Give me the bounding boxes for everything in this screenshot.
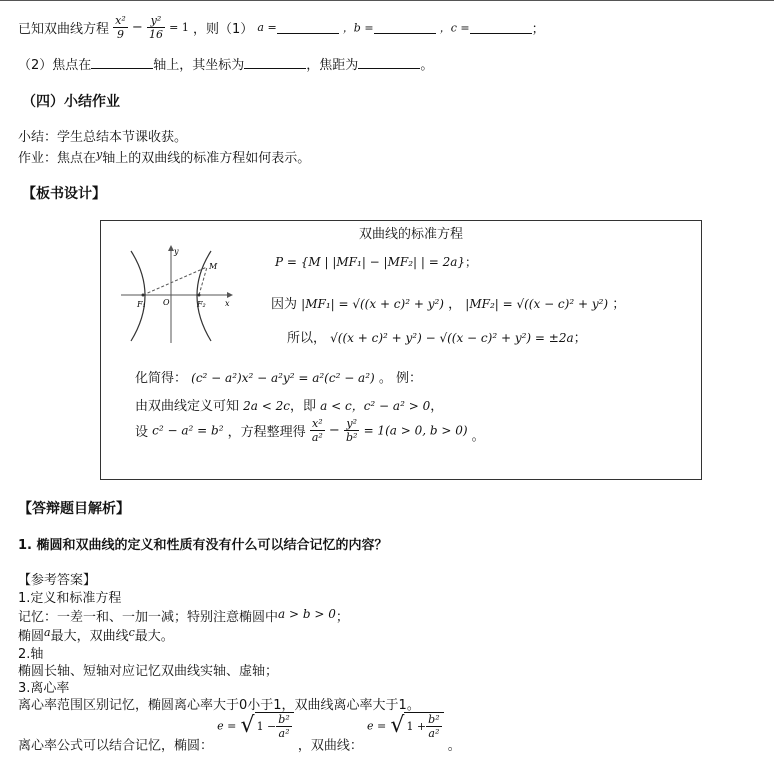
board-box	[100, 220, 702, 480]
def-ineq: 2a < 2c	[243, 399, 290, 413]
ellipse-radical-icon: √	[240, 713, 255, 738]
semicolon: ；	[531, 22, 545, 37]
let-eq: c² − a² = b²	[152, 423, 224, 438]
hyperbola-radical-icon: √	[390, 713, 405, 738]
then-label: ，则（1）	[192, 22, 254, 37]
hyperbola-figure	[119, 243, 239, 348]
board-title: 双曲线的标准方程	[359, 227, 464, 242]
because-label: 因为	[271, 297, 298, 312]
final-frac-x: $\frac{\text{x²}}{\text{a²}}$	[311, 417, 323, 444]
ellipse-frac: $\frac{\text{b²}}{\text{a²}}$	[278, 713, 290, 740]
def-ineq2: a < c，c² − a² > 0	[320, 399, 431, 413]
mf1-eq: |MF₁| = √((x + c)² + y²)	[301, 297, 444, 311]
fig-f2-label: F₂	[197, 300, 206, 309]
equals-one: = 1	[169, 21, 189, 34]
line2-prefix: （2）焦点在	[18, 58, 92, 73]
blank-axis[interactable]	[91, 56, 153, 69]
question: 1. 椭圆和双曲线的定义和性质有没有什么可以结合记忆的内容？	[18, 538, 388, 553]
l3-a: 椭圆	[18, 629, 45, 644]
fig-f1-label: F₁	[137, 300, 146, 309]
so-line	[287, 327, 587, 346]
def-mid: ，即	[289, 399, 316, 414]
final-rhs: = 1(a > 0, b > 0)	[363, 423, 468, 438]
so-label: 所以，	[287, 331, 327, 346]
fig-m-label: M	[209, 262, 218, 271]
l3-cvar: c	[128, 626, 135, 639]
exercise-prefix: 已知双曲线方程	[18, 22, 110, 37]
l8-end: 。	[447, 738, 461, 754]
section4-heading: （四）小结作业	[22, 94, 120, 110]
semicolon-2: ；	[612, 297, 626, 312]
top-rule	[0, 0, 774, 1]
set-def-math: P = {M | |MF₁| − |MF₂| | = 2a}	[275, 255, 466, 269]
answer-l2	[18, 606, 349, 625]
answer-l5: 椭圆长轴、短轴对应记忆双曲线实轴、虚轴；	[18, 664, 279, 679]
blank-c[interactable]	[470, 21, 532, 34]
fig-o-label: O	[163, 298, 170, 307]
final-minus: −	[328, 423, 340, 438]
answer-l6: 3.离心率	[18, 681, 70, 696]
c-label: ，c =	[439, 21, 470, 35]
set-def-end: ；	[465, 255, 478, 269]
answer-l8	[18, 712, 461, 754]
answer-l7: 离心率范围区别记忆，椭圆离心率大于0小于1，双曲线离心率大于1。	[18, 698, 420, 713]
def-prefix: 由双曲线定义可知	[135, 399, 240, 414]
fig-x-label: x	[225, 299, 230, 308]
homework-line	[18, 147, 310, 166]
a-label: a =	[257, 21, 277, 34]
exercise-line-2	[18, 54, 433, 73]
blank-b[interactable]	[374, 21, 436, 34]
summary-line: 小结：学生总结本节课收获。	[18, 130, 188, 145]
blank-focal[interactable]	[358, 56, 420, 69]
def-end: ，	[430, 399, 444, 414]
ellipse-one-minus: 1 −	[256, 720, 277, 733]
ellipse-e-eq: e =	[217, 719, 237, 733]
simplify-label: 化简得：	[135, 371, 188, 386]
hw-prefix: 作业：焦点在	[18, 151, 97, 166]
frac-y2-16: $\frac{\text{y²}}{16}$	[148, 14, 163, 41]
simplify-eq: (c² − a²)x² − a²y² = a²(c² − a²)	[191, 371, 375, 385]
l3-c: 最大。	[134, 629, 174, 644]
blank-a[interactable]	[277, 21, 339, 34]
mf2-eq: |MF₂| = √((x − c)² + y²)	[465, 297, 609, 311]
because-line	[271, 293, 625, 312]
hw-var: y	[96, 148, 103, 161]
answer-l3	[18, 625, 174, 644]
hw-suffix: 轴上的双曲线的标准方程如何表示。	[102, 151, 311, 166]
minus-sign: −	[131, 20, 143, 35]
let-mid: ，方程整理得	[227, 425, 306, 440]
fig-y-label: y	[174, 247, 179, 256]
hyperbola-one-plus: 1 +	[406, 720, 427, 733]
ellipse-radicand	[255, 712, 294, 740]
so-eq: √((x + c)² + y²) − √((x − c)² + y²) = ±2a	[330, 331, 574, 345]
example-label: 。 例：	[378, 371, 422, 386]
ref-label: 【参考答案】	[18, 573, 97, 588]
f2-point	[198, 294, 201, 297]
period: 。	[420, 58, 434, 73]
line2-axis: 轴上，其坐标为	[153, 58, 245, 73]
final-frac-y: $\frac{\text{y²}}{\text{b²}}$	[345, 417, 358, 444]
blank-coords[interactable]	[244, 56, 306, 69]
hyperbola-radicand	[404, 712, 443, 740]
f1-point	[142, 294, 145, 297]
semicolon-3: ；	[573, 331, 587, 346]
final-end: 。	[471, 429, 485, 444]
hyperbola-frac: $\frac{\text{b²}}{\text{a²}}$	[428, 713, 440, 740]
l2-end: ；	[335, 610, 349, 625]
hyperbola-e-eq: e =	[367, 719, 387, 733]
line2-focal: ，焦距为	[306, 58, 359, 73]
set-definition	[275, 253, 477, 270]
let-label: 设	[135, 425, 149, 440]
exercise-line-1	[18, 14, 545, 41]
x-axis-arrow	[227, 292, 233, 298]
comma: ，	[448, 297, 462, 312]
mf2-segment	[199, 267, 207, 295]
board-heading: 【板书设计】	[22, 186, 106, 202]
definition-line	[135, 395, 443, 414]
simplify-line	[135, 367, 422, 386]
l2-prefix: 记忆：一差一和、一加一减；特别注意椭圆中	[18, 610, 279, 625]
b-label: ，b =	[342, 21, 374, 35]
l8-prefix: 离心率公式可以结合记忆，椭圆：	[18, 738, 214, 754]
l3-avar: a	[44, 626, 51, 639]
l3-b: 最大，双曲线	[50, 629, 129, 644]
answer-l1: 1.定义和标准方程	[18, 591, 122, 606]
l2-math: a > b > 0	[278, 607, 336, 621]
frac-x2-9: $\frac{\text{x²}}{9}$	[115, 14, 126, 41]
answer-heading: 【答辩题目解析】	[18, 501, 130, 517]
l8-mid: ，双曲线：	[297, 738, 363, 754]
let-line	[135, 417, 485, 444]
answer-l4: 2.轴	[18, 647, 44, 662]
